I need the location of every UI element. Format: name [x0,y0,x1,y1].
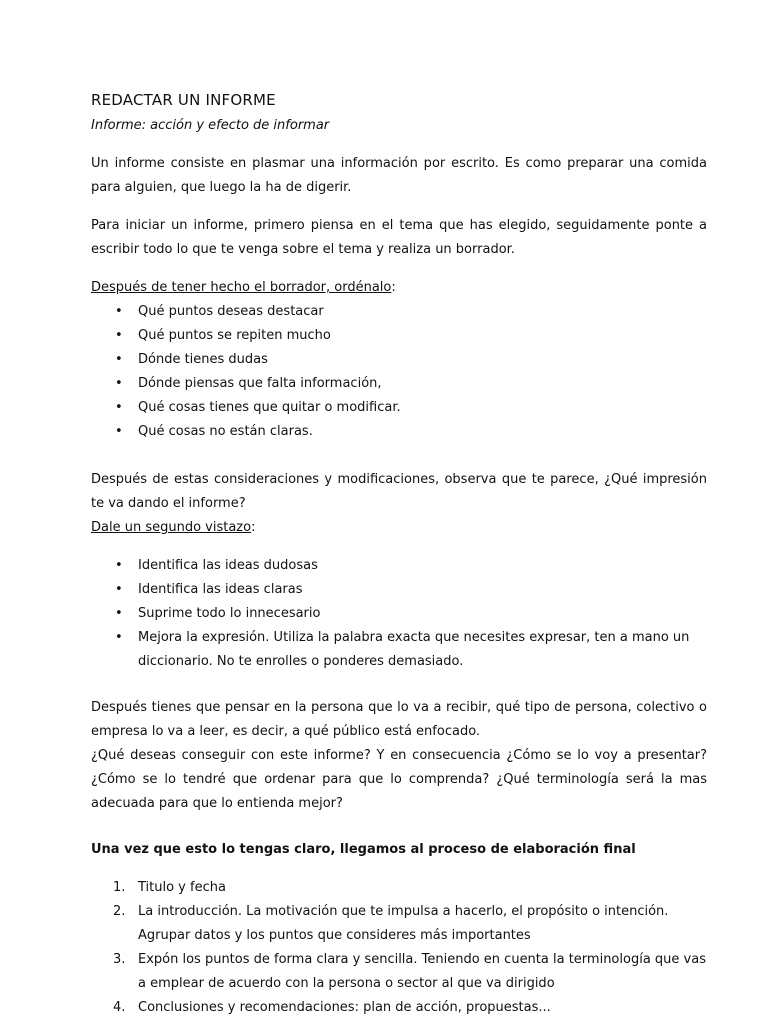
bullet-icon: • [115,328,123,343]
step-item [91,876,707,900]
step-number: 4. [113,1000,126,1015]
second-look-checklist-item [91,626,707,674]
list1-intro-text: Después de tener hecho el borrador, ordénalo [91,280,392,295]
list2-intro-colon: : [251,520,256,535]
paragraph-considerations: Después de estas consideraciones y modificaciones, observa que te parece, ¿Qué impresión te va dando el informe? [91,472,707,511]
list2-intro [91,516,707,540]
list2-intro-text: Dale un segundo vistazo [91,520,252,535]
step-text: Titulo y fecha [138,880,226,895]
step-item [91,900,707,948]
step-text: Expón los puntos de forma clara y sencilla. Teniendo en cuenta la terminología que vas a emplear de acuerdo con la persona o sector al que va dirigido [138,952,706,991]
paragraph-questions: ¿Qué deseas conseguir con este informe? Y en consecuencia ¿Cómo se lo voy a presentar? ¿Cómo se lo tendré que ordenar para que lo comprenda? ¿Qué terminología será la mas adecuada para que lo entienda mejor? [91,748,707,811]
step-item [91,948,707,996]
second-look-checklist-item-text: Mejora la expresión. Utiliza la palabra exacta que necesites expresar, ten a mano un diccionario. No te enrolles o ponderes demasiado. [138,630,690,669]
paragraph-audience: Después tienes que pensar en la persona que lo va a recibir, qué tipo de persona, colectivo o empresa lo va a leer, es decir, a qué público está enfocado. [91,700,707,739]
second-look-checklist-item [91,602,707,626]
paragraph-start: Para iniciar un informe, primero piensa en el tema que has elegido, seguidamente ponte a escribir todo lo que te venga sobre el tema y realiza un borrador. [91,218,707,257]
bullet-icon: • [115,400,123,415]
review-checklist-item-text: Qué puntos se repiten mucho [138,328,331,343]
bullet-icon: • [115,424,123,439]
review-checklist-item [91,420,707,444]
bullet-icon: • [115,304,123,319]
review-checklist-item [91,372,707,396]
step-item [91,996,707,1020]
bullet-icon: • [115,606,123,621]
review-checklist-item-text: Qué cosas tienes que quitar o modificar. [138,400,401,415]
second-look-checklist-item-text: Suprime todo lo innecesario [138,606,321,621]
step-number: 1. [113,880,126,895]
review-checklist-item [91,300,707,324]
final-steps-list [91,876,707,1020]
list1-intro [91,276,707,300]
review-checklist-item-text: Dónde piensas que falta información, [138,376,382,391]
second-look-checklist-item-text: Identifica las ideas claras [138,582,303,597]
document-page [91,88,707,1020]
review-checklist-item [91,348,707,372]
review-checklist-item-text: Qué puntos deseas destacar [138,304,324,319]
step-text: Conclusiones y recomendaciones: plan de acción, propuestas... [138,1000,551,1015]
document-title: REDACTAR UN INFORME [91,91,276,109]
step-number: 2. [113,904,126,919]
list1-intro-colon: : [391,280,396,295]
document-subtitle: Informe: acción y efecto de informar [91,118,330,133]
review-checklist [91,300,707,444]
bullet-icon: • [115,630,123,645]
step-text: La introducción. La motivación que te impulsa a hacerlo, el propósito o intención. Agrupar datos y los puntos que consideres más importantes [138,904,669,943]
second-look-checklist-item [91,578,707,602]
bullet-icon: • [115,582,123,597]
second-look-checklist-item-text: Identifica las ideas dudosas [138,558,318,573]
step-number: 3. [113,952,126,967]
second-look-checklist-item [91,554,707,578]
second-look-checklist [91,554,707,674]
final-process-heading: Una vez que esto lo tengas claro, llegamos al proceso de elaboración final [91,842,636,857]
review-checklist-item-text: Qué cosas no están claras. [138,424,313,439]
review-checklist-item-text: Dónde tienes dudas [138,352,268,367]
review-checklist-item [91,396,707,420]
review-checklist-item [91,324,707,348]
bullet-icon: • [115,352,123,367]
bullet-icon: • [115,376,123,391]
paragraph-intro: Un informe consiste en plasmar una información por escrito. Es como preparar una comida para alguien, que luego la ha de digerir. [91,156,707,195]
bullet-icon: • [115,558,123,573]
